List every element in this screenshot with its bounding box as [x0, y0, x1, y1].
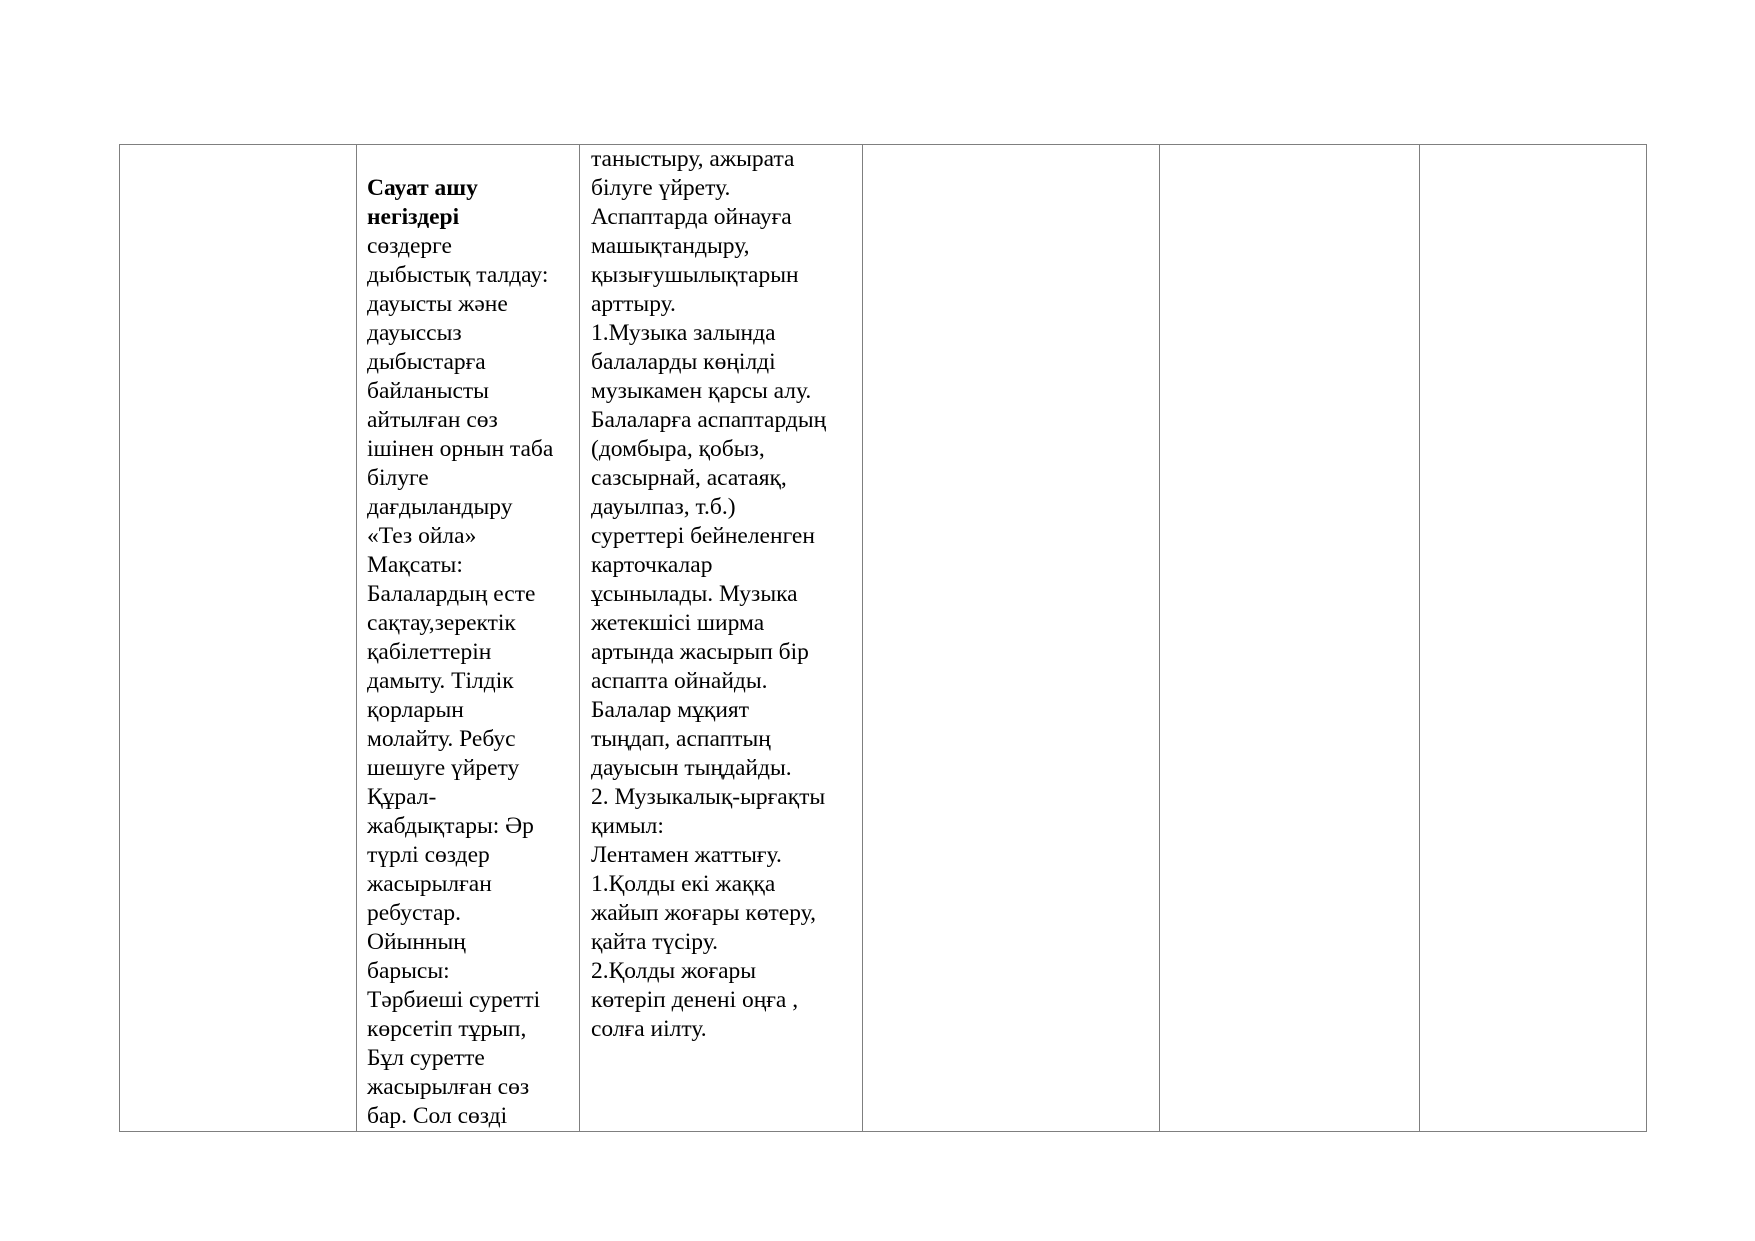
- table-cell-empty-5: [1160, 145, 1420, 1132]
- literacy-heading: Сауат ашу негіздері: [367, 175, 478, 230]
- table-row: [120, 145, 1647, 1132]
- table-cell-empty-1: [120, 145, 357, 1132]
- lesson-plan-table: [119, 144, 1647, 1132]
- table-cell-empty-6: [1420, 145, 1647, 1132]
- literacy-body-text: сөздерге дыбыстық талдау: дауысты және дауыссыз дыбыстарға байланысты айтылған сөз ішінен орнын таба білуге дағдыландыру «Тез ойла» Мақсаты: Балалардың есте сақтау,зеректік қабілеттерін дамыту. Тілдік қорларын молайту. Ребус шешуге үйрету Құрал- жабдықтары: Әр түрлі сөздер жасырылған ребустар. Ойынның барысы: Тәрбиеші суретті көрсетіп тұрып, Бұл суретте жасырылған сөз бар. Сол сөзді: [367, 233, 554, 1129]
- table-cell-empty-4: [863, 145, 1160, 1132]
- music-body-text: таныстыру, ажырата білуге үйрету. Аспаптарда ойнауға машықтандыру, қызығушылықтарын арттыру. 1.Музыка залында балаларды көңілді музыкамен қарсы алу. Балаларға аспаптардың (домбыра, қобыз, сазсырнай, асатаяқ, дауылпаз, т.б.) суреттері бейнеленген карточкалар ұсынылады. Музыка жетекшісі ширма артында жасырып бір аспапта ойнайды. Балалар мұқият тыңдап, аспаптың дауысын тыңдайды. 2. Музыкалық-ырғақты қимыл: Лентамен жаттығу. 1.Қолды екі жаққа жайып жоғары көтеру, қайта түсіру. 2.Қолды жоғары көтеріп денені оңға , солға иілту.: [591, 146, 827, 1042]
- table-cell-music: [580, 145, 863, 1132]
- table-cell-literacy: [357, 145, 580, 1132]
